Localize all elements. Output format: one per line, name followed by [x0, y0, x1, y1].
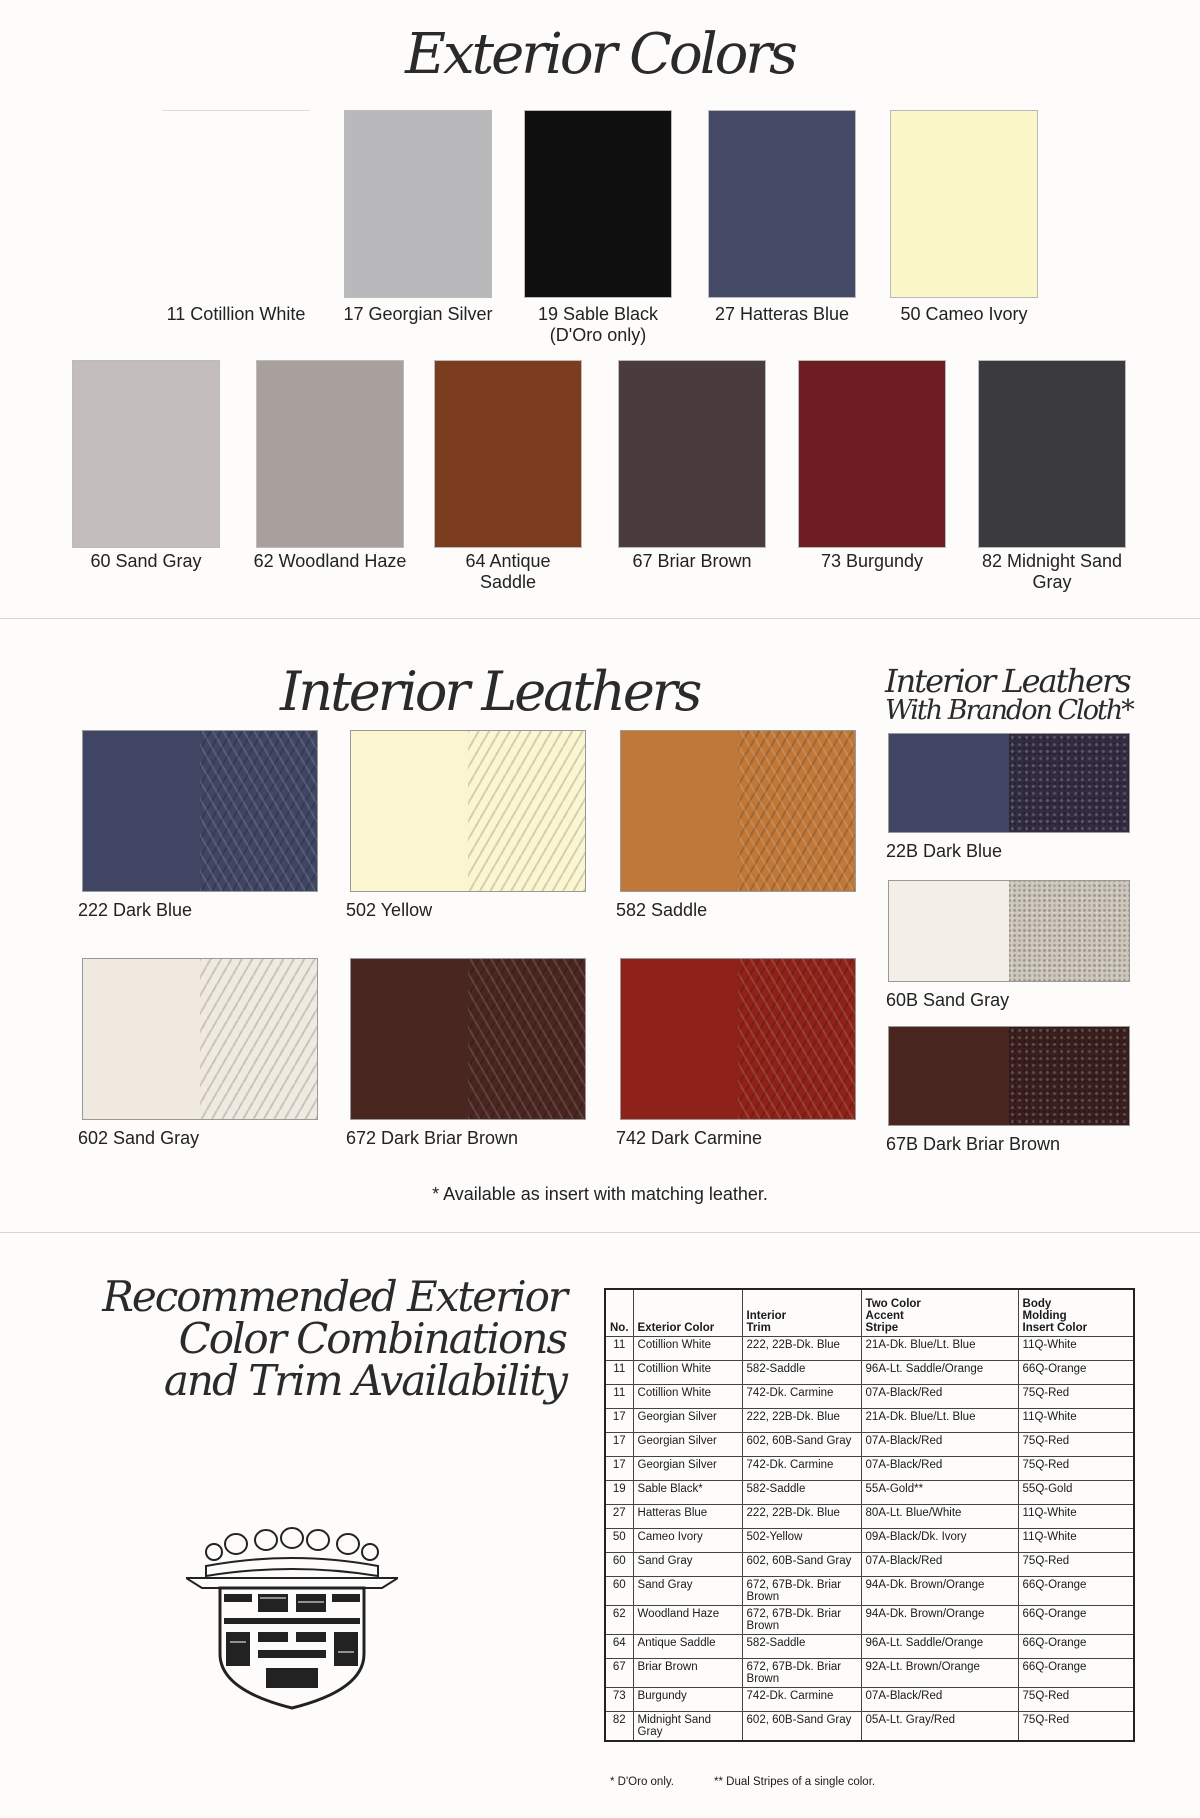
table-cell: 672, 67B-Dk. Briar Brown [742, 1606, 861, 1635]
table-cell: 73 [605, 1688, 633, 1712]
table-cell: Georgian Silver [633, 1409, 742, 1433]
footnote-doro: * D'Oro only. [610, 1776, 674, 1788]
table-cell: 66Q-Orange [1018, 1577, 1134, 1606]
table-row [605, 1481, 1134, 1505]
header-exterior-color: Exterior Color [633, 1289, 742, 1337]
table-cell: 96A-Lt. Saddle/Orange [861, 1635, 1018, 1659]
table-cell: Woodland Haze [633, 1606, 742, 1635]
table-cell: 11Q-White [1018, 1505, 1134, 1529]
interior-cloth-title-line-1: Interior Leathers [885, 662, 1130, 700]
header-no: No. [605, 1289, 633, 1337]
table-cell: 66Q-Orange [1018, 1606, 1134, 1635]
header-accent-stripe: Two Color Accent Stripe [861, 1289, 1018, 1337]
table-cell: 94A-Dk. Brown/Orange [861, 1577, 1018, 1606]
table-row [605, 1385, 1134, 1409]
table-cell: Cameo Ivory [633, 1529, 742, 1553]
leather-swatch [620, 958, 856, 1120]
table-cell: 75Q-Red [1018, 1433, 1134, 1457]
color-swatch [524, 110, 672, 298]
table-cell: 66Q-Orange [1018, 1659, 1134, 1688]
table-cell: Cotillion White [633, 1361, 742, 1385]
interior-cloth-title-line-2: With Brandon Cloth* [885, 695, 1133, 726]
table-cell: 27 [605, 1505, 633, 1529]
cloth-swatch [888, 880, 1130, 982]
table-row [605, 1457, 1134, 1481]
leather-swatch [350, 958, 586, 1120]
leather-label: 502 Yellow [346, 900, 433, 920]
header-interior-trim: Interior Trim [742, 1289, 861, 1337]
table-cell: 11Q-White [1018, 1529, 1134, 1553]
table-cell: 50 [605, 1529, 633, 1553]
table-cell: 602, 60B-Sand Gray [742, 1553, 861, 1577]
table-cell: 21A-Dk. Blue/Lt. Blue [861, 1409, 1018, 1433]
color-swatch-label: 27 Hatteras Blue [714, 304, 850, 324]
table-cell: 222, 22B-Dk. Blue [742, 1337, 861, 1361]
table-row [605, 1606, 1134, 1635]
table-cell: 17 [605, 1409, 633, 1433]
interior-cloth-title [885, 662, 1133, 726]
table-cell: 11 [605, 1361, 633, 1385]
table-cell: Burgundy [633, 1688, 742, 1712]
table-cell: 05A-Lt. Gray/Red [861, 1712, 1018, 1742]
table-cell: 92A-Lt. Brown/Orange [861, 1659, 1018, 1688]
table-cell: 60 [605, 1553, 633, 1577]
table-row [605, 1433, 1134, 1457]
interior-note: * Available as insert with matching leather. [432, 1184, 768, 1204]
table-row [605, 1712, 1134, 1742]
table-cell: 64 [605, 1635, 633, 1659]
leather-swatch [350, 730, 586, 892]
color-swatch-label: 67 Briar Brown [632, 551, 752, 571]
color-swatch [708, 110, 856, 298]
table-cell: 75Q-Red [1018, 1385, 1134, 1409]
table-cell: 07A-Black/Red [861, 1385, 1018, 1409]
color-swatch-label: 62 Woodland Haze [253, 551, 407, 571]
leather-label: 672 Dark Briar Brown [346, 1128, 519, 1148]
table-cell: 96A-Lt. Saddle/Orange [861, 1361, 1018, 1385]
table-cell: 66Q-Orange [1018, 1635, 1134, 1659]
table-cell: 222, 22B-Dk. Blue [742, 1505, 861, 1529]
color-swatch-label: 50 Cameo Ivory [900, 304, 1028, 324]
cloth-label: 67B Dark Briar Brown [886, 1134, 1061, 1154]
table-cell: Antique Saddle [633, 1635, 742, 1659]
cloth-label: 22B Dark Blue [886, 841, 1003, 861]
color-swatch-label: 11 Cotillion White [166, 304, 306, 324]
recommended-title-line-2: Color Combinations [178, 1314, 566, 1363]
table-cell: 60 [605, 1577, 633, 1606]
table-cell: 742-Dk. Carmine [742, 1688, 861, 1712]
leather-swatch [620, 730, 856, 892]
color-swatch-label: 64 Antique Saddle [465, 551, 551, 592]
color-swatch [344, 110, 492, 298]
table-cell: 07A-Black/Red [861, 1553, 1018, 1577]
table-cell: Cotillion White [633, 1337, 742, 1361]
table-cell: 75Q-Red [1018, 1457, 1134, 1481]
table-row [605, 1577, 1134, 1606]
divider [0, 1232, 1200, 1233]
leather-swatch [82, 730, 318, 892]
cloth-label: 60B Sand Gray [886, 990, 1010, 1010]
color-swatch-label: 82 Midnight Sand Gray [981, 551, 1123, 592]
leather-label: 602 Sand Gray [78, 1128, 200, 1148]
leather-swatch [82, 958, 318, 1120]
table-cell: 11Q-White [1018, 1409, 1134, 1433]
interior-title: Interior Leathers [280, 660, 700, 723]
table-cell: Georgian Silver [633, 1457, 742, 1481]
table-cell: 582-Saddle [742, 1635, 861, 1659]
color-swatch-label: 73 Burgundy [820, 551, 924, 571]
table-cell: 17 [605, 1457, 633, 1481]
table-cell: 742-Dk. Carmine [742, 1457, 861, 1481]
table-cell: 66Q-Orange [1018, 1361, 1134, 1385]
color-swatch [434, 360, 582, 548]
table-row [605, 1659, 1134, 1688]
table-cell: 82 [605, 1712, 633, 1742]
table-cell: 19 [605, 1481, 633, 1505]
table-cell: 75Q-Red [1018, 1553, 1134, 1577]
color-swatch [72, 360, 220, 548]
leather-label: 222 Dark Blue [78, 900, 193, 920]
table-row [605, 1635, 1134, 1659]
table-cell: 07A-Black/Red [861, 1433, 1018, 1457]
table-cell: 602, 60B-Sand Gray [742, 1433, 861, 1457]
color-swatch-label: 60 Sand Gray [90, 551, 202, 571]
exterior-title: Exterior Colors [405, 22, 795, 87]
table-cell: 11 [605, 1385, 633, 1409]
table-cell: 11Q-White [1018, 1337, 1134, 1361]
table-cell: 07A-Black/Red [861, 1688, 1018, 1712]
table-cell: Sand Gray [633, 1577, 742, 1606]
table-cell: 09A-Black/Dk. Ivory [861, 1529, 1018, 1553]
color-swatch [890, 110, 1038, 298]
table-cell: 672, 67B-Dk. Briar Brown [742, 1577, 861, 1606]
table-cell: 602, 60B-Sand Gray [742, 1712, 861, 1742]
table-cell: 55A-Gold** [861, 1481, 1018, 1505]
table-cell: 502-Yellow [742, 1529, 861, 1553]
color-swatch [798, 360, 946, 548]
table-cell: 742-Dk. Carmine [742, 1385, 861, 1409]
table-cell: 17 [605, 1433, 633, 1457]
header-molding-insert: Body Molding Insert Color [1018, 1289, 1134, 1337]
table-cell: 222, 22B-Dk. Blue [742, 1409, 861, 1433]
table-row [605, 1409, 1134, 1433]
table-cell: Hatteras Blue [633, 1505, 742, 1529]
recommended-title [102, 1272, 566, 1405]
color-swatch [162, 110, 310, 298]
table-cell: Sable Black* [633, 1481, 742, 1505]
color-swatch [256, 360, 404, 548]
table-row [605, 1553, 1134, 1577]
table-cell: 67 [605, 1659, 633, 1688]
table-cell: 07A-Black/Red [861, 1457, 1018, 1481]
color-swatch-label: 17 Georgian Silver [343, 304, 493, 324]
table-cell: 80A-Lt. Blue/White [861, 1505, 1018, 1529]
table-cell: 75Q-Red [1018, 1688, 1134, 1712]
table-header-row [605, 1289, 1134, 1337]
table-row [605, 1361, 1134, 1385]
leather-label: 582 Saddle [616, 900, 708, 920]
cloth-swatch [888, 1026, 1130, 1126]
recommended-title-line-3: and Trim Availability [163, 1356, 566, 1405]
leather-label: 742 Dark Carmine [616, 1128, 763, 1148]
table-cell: 62 [605, 1606, 633, 1635]
table-cell: 11 [605, 1337, 633, 1361]
table-row [605, 1529, 1134, 1553]
cloth-swatch [888, 733, 1130, 833]
table-row [605, 1505, 1134, 1529]
combinations-table [604, 1288, 1135, 1742]
table-cell: Georgian Silver [633, 1433, 742, 1457]
crest-logo [186, 1522, 398, 1710]
color-swatch [618, 360, 766, 548]
divider [0, 618, 1200, 619]
table-cell: Sand Gray [633, 1553, 742, 1577]
table-cell: 75Q-Red [1018, 1712, 1134, 1742]
color-swatch [978, 360, 1126, 548]
table-row [605, 1688, 1134, 1712]
table-cell: 582-Saddle [742, 1481, 861, 1505]
table-row [605, 1337, 1134, 1361]
table-cell: 55Q-Gold [1018, 1481, 1134, 1505]
recommended-title-line-1: Recommended Exterior [102, 1272, 566, 1321]
color-swatch-label: 19 Sable Black (D'Oro only) [537, 304, 659, 345]
table-cell: Briar Brown [633, 1659, 742, 1688]
table-cell: 582-Saddle [742, 1361, 861, 1385]
table-cell: Cotillion White [633, 1385, 742, 1409]
table-cell: Midnight Sand Gray [633, 1712, 742, 1742]
table-cell: 672, 67B-Dk. Briar Brown [742, 1659, 861, 1688]
table-cell: 94A-Dk. Brown/Orange [861, 1606, 1018, 1635]
footnote-dual-stripes: ** Dual Stripes of a single color. [714, 1776, 876, 1788]
table-cell: 21A-Dk. Blue/Lt. Blue [861, 1337, 1018, 1361]
